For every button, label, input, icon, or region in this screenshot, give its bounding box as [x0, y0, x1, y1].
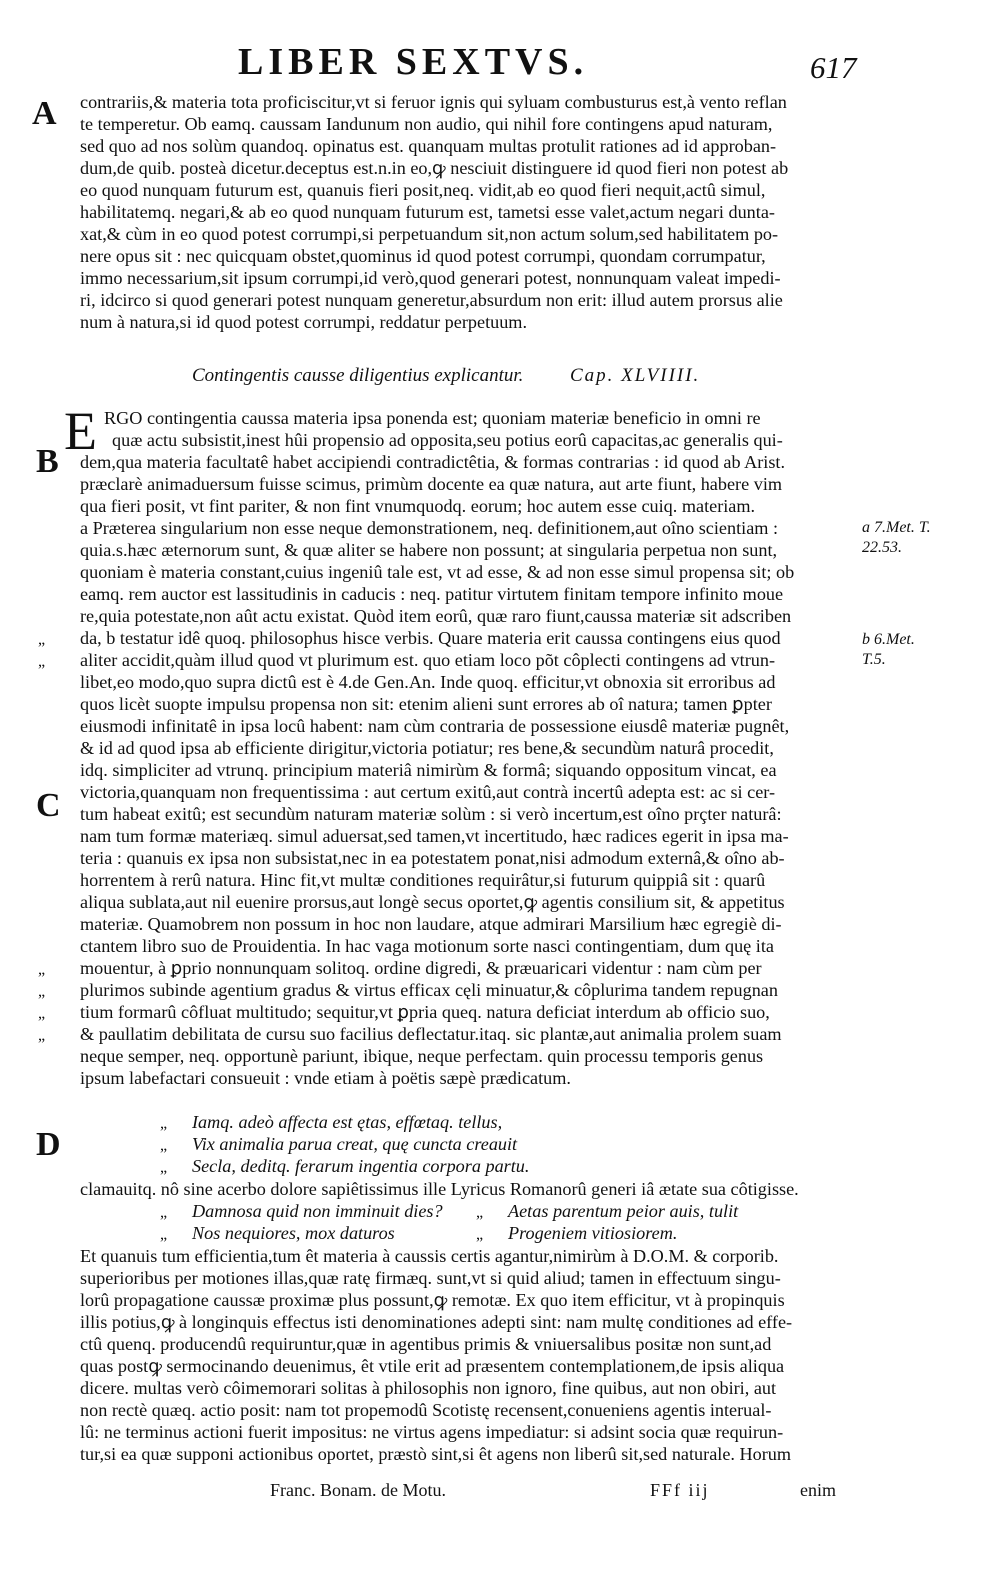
margin-note-a: a 7.Met. T. 22.53. — [862, 519, 931, 556]
text-line: immo necessarium,sit ipsum corrumpi,id verò,quod generari potest, nonnunquam valeat impedi- — [80, 268, 781, 288]
text-line: idq. simpliciter ad vtrunq. principium materiâ nimirùm & formâ; siquando oppositum vincat, ea — [80, 760, 777, 780]
text-line: victoria,quanquam non frequentissima : aut certum exitû,aut contrà incertû adepta est: ac si cer- — [80, 782, 776, 802]
text-line: quos licèt suopte impulsu propensa non sit: etenim alieni sunt errores ab oî natura; tamen ꝑpter — [80, 694, 772, 714]
text-line: eo quod nunquam futurum est, quanuis fieri posit,neq. vidit,ab eo quod fieri nequit,actû simul, — [80, 180, 766, 200]
text-line: præclarè animaduersum fuisse scimus, primùm docente ea quæ natura, aut arte fiunt, habere vim — [80, 474, 783, 494]
quote-mark: „ — [160, 1137, 168, 1154]
text-line: a Præterea singularium non esse neque demonstrationem, neq. definitionem,aut oîno scientiam : — [80, 518, 779, 538]
text-line: quoniam è materia constant,cuius ingeniû tale est, vt ad esse, & ad non esse simul propensa sit; ob — [80, 562, 795, 582]
verse-line: Iamq. adeò affecta est ętas, effœtaq. tellus, — [192, 1112, 503, 1132]
quote-mark: „ — [160, 1159, 168, 1176]
text-line: illis potius,ꝙ à longinquis effectus isti denominationes adepti sint: nam multę conditiones ad effe- — [80, 1312, 793, 1332]
text-line: quas postꝙ sermocinando deuenimus, êt vtile erit ad præsentem contemplationem,de ipsis aliqua — [80, 1356, 785, 1376]
text-line: dem,qua materia facultatê habet accipiendi contradictêtia, & formas contrarias : id quod ab Arist. — [80, 452, 785, 472]
text-line: contrariis,& materia tota proficiscitur,vt si feruor ignis qui syluam combusturus est,à vento reflan — [80, 92, 787, 112]
quote-mark: „ — [38, 653, 46, 670]
section-marker-a: A — [32, 95, 57, 132]
quote-mark: „ — [38, 631, 46, 648]
verse-line: Vix animalia parua creat, quę cuncta creauit — [192, 1134, 518, 1154]
quote-mark: „ — [160, 1204, 168, 1221]
text-line: xat,& cùm in eo quod potest corrumpi,si perpetuandum sit,non actum solum,sed habilitatem po- — [80, 224, 779, 244]
text-line: num à natura,si id quod potest corrumpi, reddatur perpetuum. — [80, 312, 527, 332]
text-line: lû: ne terminus actioni fuerit impositus: ne virtus agens impediatur: si adsint socia quæ requirun- — [80, 1422, 784, 1442]
text-line: neque semper, neq. opportunè pariunt, ibique, neque perfectam. quin processu temporis genus — [80, 1046, 764, 1066]
quote-mark: „ — [38, 1005, 46, 1022]
text-line: ctû quenq. producendû requiruntur,quæ in agentibus primis & vniuersalibus positæ non sunt,ad — [80, 1334, 772, 1354]
page-number: 617 — [810, 50, 857, 85]
text-line: te temperetur. Ob eamq. caussam Iandunum non audio, qui nihil fore contingens apud naturam, — [80, 114, 773, 134]
section-marker-b: B — [36, 443, 59, 480]
quote-mark: „ — [476, 1204, 484, 1221]
footer-author: Franc. Bonam. de Motu. — [270, 1480, 446, 1500]
text-line: eiusmodi infinitatê in ipsa locû habent: nam cùm contraria de possessione eiusdê materiæ pugnêt, — [80, 716, 790, 736]
text-line: & id ad quod ipsa ab efficiente dirigitur,victoria potiatur; res bene,& secundùm naturâ procedit, — [80, 738, 774, 758]
text-line: clamauitq. nô sine acerbo dolore sapiêtissimus ille Lyricus Romanorû generi iâ ætate sua côtigisse. — [80, 1179, 799, 1199]
text-line: lorû propagatione caussæ proximæ plus possunt,ꝙ remotæ. Ex quo item efficitur, vt à propinquis — [80, 1290, 785, 1310]
text-line: plurimos subinde agentium gradus & virtus efficax cęli minuatur,& côplurima tandem repugnan — [80, 980, 778, 1000]
text-line: re,quia potestate,non aût actu existat. Quòd item eorû, quæ raro fiunt,caussa materiæ sit adscriben — [80, 606, 792, 626]
text-line: habilitatemq. negari,& ab eo quod nunquam futurum est, tametsi esse valet,actum negari dunta- — [80, 202, 775, 222]
text-line: RGO contingentia caussa materia ipsa ponenda est; quoniam materiæ beneficio in omni re — [104, 408, 761, 428]
running-head: LIBER SEXTVS. — [238, 41, 589, 83]
text-line: dicere. multas verò côimemorari solitas à philosophis non ignoro, fine quibus, aut non obiri, aut — [80, 1378, 777, 1398]
text-line: horrentem à rerû natura. Hinc fit,vt multæ conditiones requirâtur,si futurum quippiâ sit : quarû — [80, 870, 766, 890]
chapter-number: Cap. XLVIIII. — [570, 365, 701, 386]
text-line: aliter accidit,quàm illud quod vt plurimum est. quo etiam loco põt côplecti contingens ad vtrun- — [80, 650, 776, 670]
text-line: tur,si ea quæ supponi actionibus oportet, præstò sint,si êt agens non liberû sit,sed naturale. Horum — [80, 1444, 792, 1464]
text-line: non rectè quæq. actio posit: nam tot propemodû Scotistę recensent,conueniens agentis interual- — [80, 1400, 772, 1420]
text-line: nam tum formæ materiæq. simul aduersat,sed tamen,vt incertitudo, hæc radices egerit in ipsa ma- — [80, 826, 789, 846]
text-line: ipsum labefactari consueuit : vnde etiam à poëtis sæpè prædicatum. — [80, 1068, 571, 1088]
quote-mark: „ — [38, 961, 46, 978]
text-line: ri, idcirco si quod generari potest nunquam generetur,absurdum non erit: illud autem prorsus alie — [80, 290, 783, 310]
text-line: materiæ. Quamobrem non possum in hoc non laudare, atque admirari Marsilium hæc egregiè di- — [80, 914, 782, 934]
section-marker-d: D — [36, 1126, 61, 1163]
catchword: enim — [800, 1480, 836, 1500]
quote-mark: „ — [38, 983, 46, 1000]
margin-note-b: b 6.Met. T.5. — [862, 631, 915, 668]
text-line: eamq. rem auctor est lassitudinis in caducis : neq. patitur virtutem finitam tempore infinito moue — [80, 584, 784, 604]
text-line: aliqua sublata,aut nil euenire prorsus,aut longè secus oportet,ꝙ agentis consilium sit, & appetitus — [80, 892, 785, 912]
text-line: & paullatim debilitata de cursu suo facilius deflectatur.itaq. sic plantæ,aut animalia prolem suam — [80, 1024, 782, 1044]
section-marker-c: C — [36, 787, 61, 824]
text-line: tum habeat exitû; est secundùm naturam materiæ solùm : si verò incertum,est oîno prçter naturâ: — [80, 804, 782, 824]
text-line: nere opus sit : nec quicquam obstet,quominus id quod potest corrumpi, quondam corrumpatur, — [80, 246, 766, 266]
text-line: qua fieri posit, vt fint pariter, & non fint vnumquodq. eorum; hoc autem esse cuiq. materiam. — [80, 496, 756, 516]
text-line: mouentur, à ꝑprio nonnunquam solitoq. ordine digredi, & præuaricari videntur : nam cùm per — [80, 958, 762, 978]
quote-mark: „ — [160, 1115, 168, 1132]
text-line: ctantem libro suo de Prouidentia. In hac vaga motionum sorte nasci contingentiam, dum quę ita — [80, 936, 774, 956]
quote-mark: „ — [476, 1226, 484, 1243]
verse-line: Secla, deditq. ferarum ingentia corpora partu. — [192, 1156, 530, 1176]
text-line: quæ actu subsistit,inest hûi propensio ad opposita,seu potius eorû capacitas,ac generalis qui- — [112, 430, 783, 450]
text-line: superioribus per motiones illas,quæ ratę firmæq. sunt,vt si quid aliud; tamen in effectuum singu- — [80, 1268, 781, 1288]
text-line: tium formarû côfluat multitudo; sequitur,vt ꝑpria queq. natura deficiat interdum ab officio suo, — [80, 1002, 770, 1022]
text-line: Et quanuis tum efficientia,tum êt materia à caussis certis agantur,nimirùm à D.O.M. & corporib. — [80, 1246, 779, 1266]
drop-cap: E — [64, 401, 97, 461]
text-line: teria : quanuis ex ipsa non subsistat,nec in ea potestatem ponat,nisi admodum externâ,& oîno ab- — [80, 848, 785, 868]
text-line: libet,eo modo,quo supra dictû est è 4.de Gen.An. Inde quoq. efficitur,vt obnoxia sit erroribus ad — [80, 672, 776, 692]
text-line: quia.s.hæc æternorum sunt, & quæ aliter se habere non possunt; at singularia perpetua non sunt, — [80, 540, 778, 560]
text-line: dum,de quib. posteà dicetur.deceptus est.n.in eo,ꝙ nesciuit distinguere id quod fieri non potest ab — [80, 158, 789, 178]
quote-mark: „ — [38, 1027, 46, 1044]
quote-mark: „ — [160, 1226, 168, 1243]
verse-line: Damnosa quid non imminuit dies? — [192, 1201, 443, 1221]
verse-line: Aetas parentum peior auis, tulit — [508, 1201, 739, 1221]
text-line: da, b testatur idê quoq. philosophus hisce verbis. Quare materia erit caussa contingens eius quod — [80, 628, 781, 648]
verse-line: Nos nequiores, mox daturos — [192, 1223, 395, 1243]
text-line: sed quo ad nos solùm quandoq. opinatus est. quanquam multas protulit rationes ad id approban- — [80, 136, 777, 156]
chapter-title: Contingentis causse diligentius explicantur. — [192, 365, 524, 386]
verse-line: Progeniem vitiosiorem. — [508, 1223, 678, 1243]
signature-mark: FFf iij — [650, 1480, 710, 1500]
